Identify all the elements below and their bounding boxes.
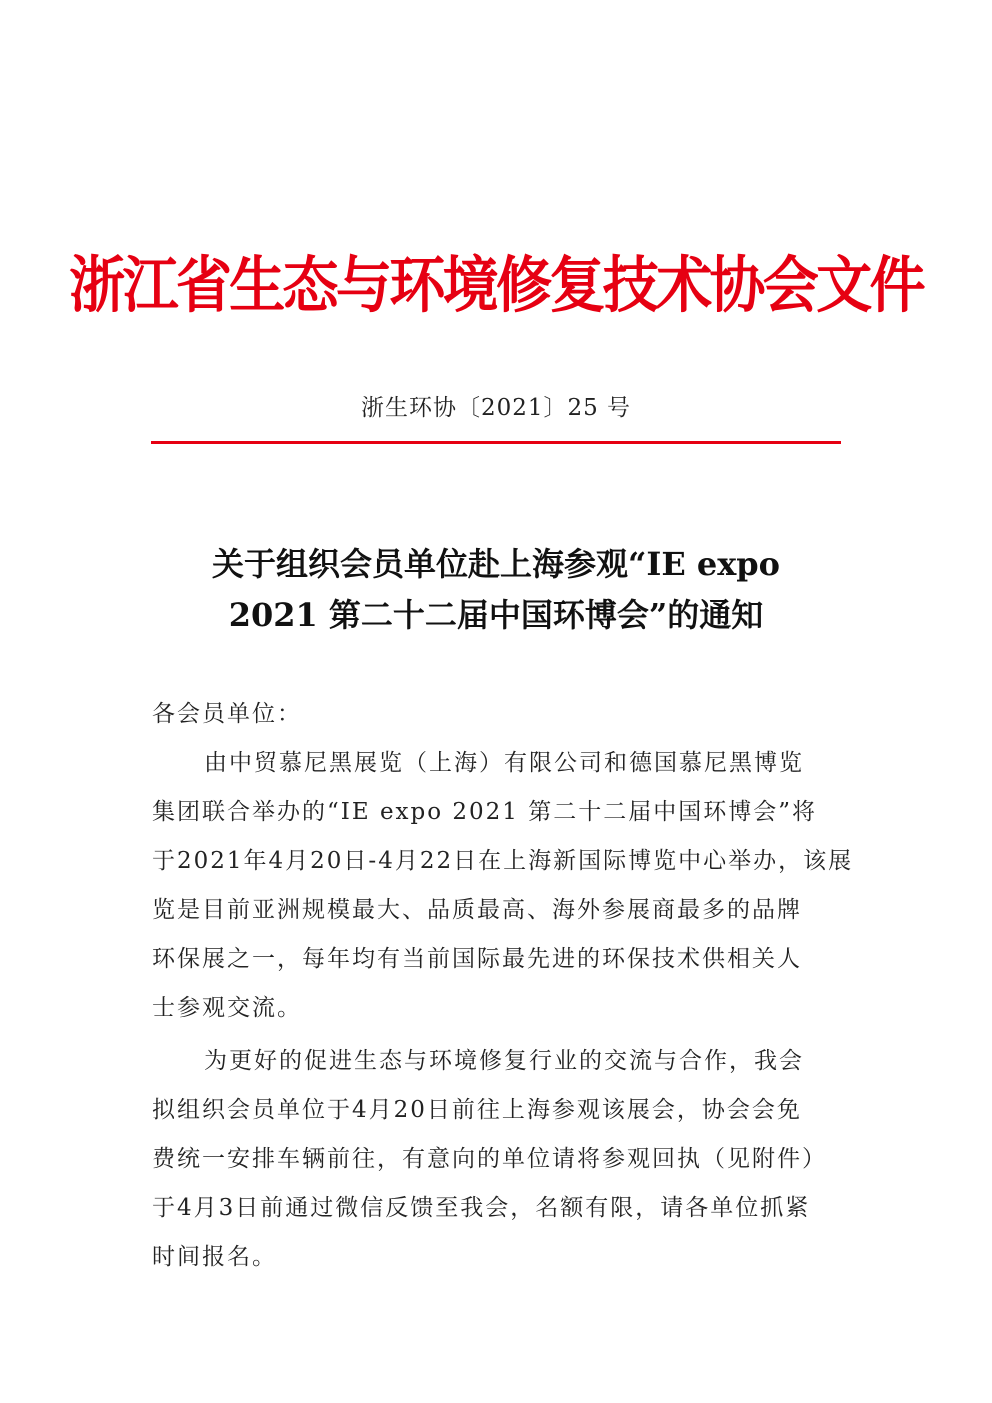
paragraph-two xyxy=(152,1037,842,1282)
salutation: 各会员单位： xyxy=(152,701,302,727)
paragraph-line: 士参观交流。 xyxy=(152,995,302,1021)
paragraph-line: 于4月3日前通过微信反馈至我会，名额有限，请各单位抓紧 xyxy=(152,1195,811,1221)
paragraph-line: 由中贸慕尼黑展览（上海）有限公司和德国慕尼黑博览 xyxy=(204,750,804,776)
notice-title-line: 关于组织会员单位赴上海参观“IE expo xyxy=(211,545,781,583)
paragraph-line: 览是目前亚洲规模最大、品质最高、海外参展商最多的品牌 xyxy=(152,897,802,923)
paragraph-line: 集团联合举办的“IE expo 2021 第二十二届中国环博会”将 xyxy=(152,799,818,825)
red-divider xyxy=(151,441,841,444)
paragraph-line: 费统一安排车辆前往，有意向的单位请将参观回执（见附件） xyxy=(152,1146,827,1172)
paragraph-line: 于2021年4月20日-4月22日在上海新国际博览中心举办，该展 xyxy=(152,848,854,874)
notice-title xyxy=(160,539,832,641)
paragraph-line: 为更好的促进生态与环境修复行业的交流与合作，我会 xyxy=(204,1048,804,1074)
issuer-masthead: 浙江省生态与环境修复技术协会文件 xyxy=(69,250,923,321)
paragraph-line: 环保展之一，每年均有当前国际最先进的环保技术供相关人 xyxy=(152,946,802,972)
paragraph-line: 拟组织会员单位于4月20日前往上海参观该展会，协会会免 xyxy=(152,1097,802,1123)
notice-title-line: 2021 第二十二届中国环博会”的通知 xyxy=(228,596,764,634)
paragraph-line: 时间报名。 xyxy=(152,1244,277,1270)
paragraph-one xyxy=(152,739,854,1033)
document-number: 浙生环协〔2021〕25 号 xyxy=(360,395,632,421)
